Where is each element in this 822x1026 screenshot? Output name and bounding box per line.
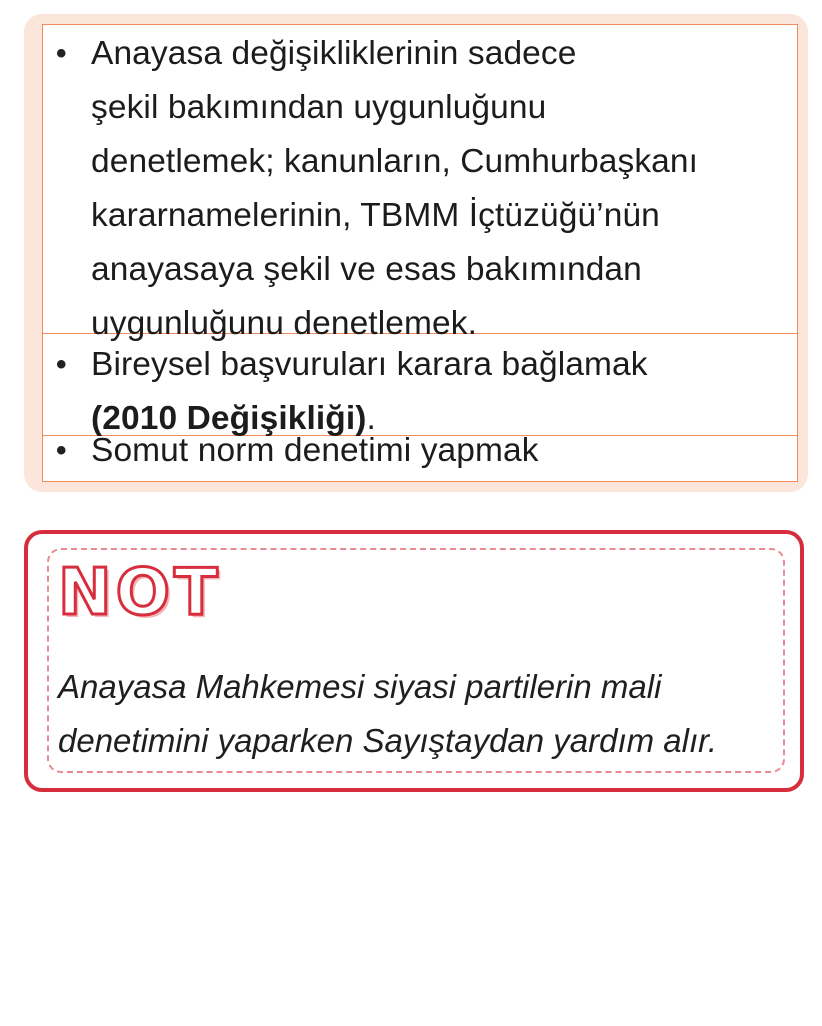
note-text xyxy=(58,660,798,768)
list-item-line: Bireysel başvuruları karara bağlamak xyxy=(91,346,648,383)
list-item-line: kararnamelerinin, TBMM İçtüzüğü’nün xyxy=(91,197,660,234)
note-box xyxy=(24,530,804,792)
amendment-label: (2010 Değişikliği) xyxy=(91,400,367,437)
list-item-text xyxy=(91,27,773,351)
list-item-line: uygunluğunu denetlemek. xyxy=(91,305,477,342)
competence-list xyxy=(42,24,798,482)
list-item-line: Somut norm denetimi yapmak xyxy=(91,432,539,469)
note-line: denetimini yaparken Sayıştaydan yardım alır. xyxy=(58,722,718,759)
list-item-text xyxy=(91,424,773,478)
list-item-line: şekil bakımından uygunluğunu xyxy=(91,89,547,126)
bullet-icon: • xyxy=(56,37,67,70)
note-title: NOT xyxy=(58,556,222,630)
list-item-line: anayasaya şekil ve esas bakımından xyxy=(91,251,642,288)
list-item xyxy=(43,432,797,482)
note-line: Anayasa Mahkemesi siyasi partilerin mali xyxy=(58,668,662,705)
bullet-icon: • xyxy=(56,434,67,467)
list-item-line: denetlemek; kanunların, Cumhurbaşkanı xyxy=(91,143,699,180)
list-item xyxy=(43,334,797,436)
sentence-end: . xyxy=(366,400,376,437)
list-item-line: Anayasa değişikliklerinin sadece xyxy=(91,35,577,72)
list-item xyxy=(43,25,797,342)
bullet-icon: • xyxy=(56,348,67,381)
